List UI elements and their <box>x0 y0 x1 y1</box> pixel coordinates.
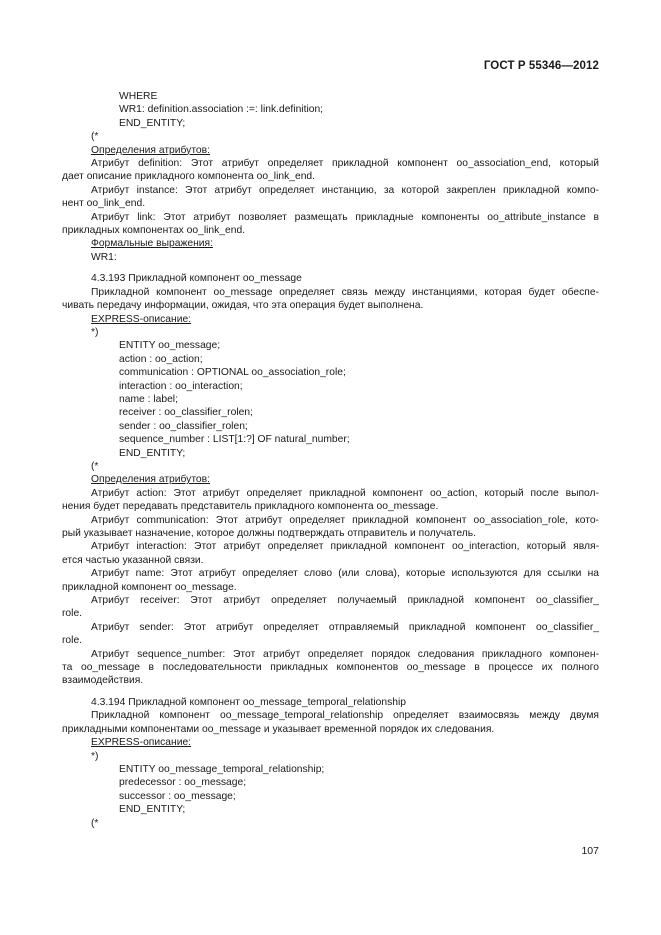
paragraph-line: role. <box>62 608 83 620</box>
paragraph-line: WR1: <box>91 251 117 263</box>
comment-open: (* <box>91 131 99 143</box>
section-title-4-3-194: 4.3.194 Прикладной компонент oo_message_temporal_relationship <box>91 696 407 708</box>
paragraph-line: Атрибут sender: Этот атрибут определяет отправляемый прикладной компонент oo_classifier_ <box>91 621 599 633</box>
definitions-heading: Определения атрибутов: <box>91 144 210 156</box>
code-line: END_ENTITY; <box>119 804 186 816</box>
express-heading: EXPRESS-описание: <box>91 313 192 325</box>
page-content <box>62 90 599 830</box>
section-title-4-3-193: 4.3.193 Прикладной компонент oo_message <box>91 273 302 285</box>
code-line: communication : OPTIONAL oo_association_role; <box>119 367 346 379</box>
paragraph-line: нент oo_link_end. <box>62 198 146 210</box>
paragraph-line: взаимодействия. <box>62 675 144 687</box>
definitions-heading: Определения атрибутов: <box>91 474 210 486</box>
code-line: WHERE <box>119 91 158 102</box>
paragraph-line: Атрибут link: Этот атрибут позволяет размещать прикладные компоненты oo_attribute_instance в <box>91 211 599 223</box>
paragraph-line: чивать передачу информации, ожидая, что эта операция будет выполнена. <box>62 300 424 312</box>
code-line: action : oo_action; <box>119 353 203 365</box>
comment-open: (* <box>91 817 99 829</box>
paragraph-line: рый указывает назначение, которое должны подтверждать отправитель и получатель. <box>62 528 476 539</box>
paragraph-line: Прикладной компонент oo_message определяет связь между инстанциями, которая будет обеспе- <box>91 286 599 298</box>
code-line: ENTITY oo_message; <box>119 340 221 352</box>
code-line: successor : oo_message; <box>119 790 236 802</box>
code-line: END_ENTITY; <box>119 447 186 459</box>
paragraph-line: нения будет передавать представитель прикладного компонента oo_message. <box>62 501 439 513</box>
paragraph-line: Атрибут sequence_number: Этот атрибут определяет порядок следования прикладного компонен- <box>91 648 599 660</box>
paragraph-line: та oo_message в последовательности прикладных компонентов oo_message в процессе их полного <box>62 662 599 674</box>
document-header: ГОСТ Р 55346—2012 <box>483 60 599 72</box>
comment-close: *) <box>91 750 99 762</box>
paragraph-line: Прикладной компонент oo_message_temporal_relationship определяет взаимосвязь между двумя <box>91 710 599 722</box>
code-line: name : label; <box>119 393 178 405</box>
paragraph-line: прикладными компонентами oo_message и указывает временной порядок их следования. <box>62 723 495 735</box>
code-line: interaction : oo_interaction; <box>119 380 243 392</box>
paragraph-line: Атрибут receiver: Этот атрибут определяет получаемый прикладной компонент oo_classifier_ <box>91 595 599 607</box>
paragraph-line: прикладной компонент oo_message. <box>62 581 237 593</box>
paragraph-line: дает описание прикладного компонента oo_link_end. <box>62 171 316 183</box>
page-number: 107 <box>581 845 599 857</box>
paragraph-line: role. <box>62 635 83 647</box>
code-line: receiver : oo_classifier_rolen; <box>119 407 253 419</box>
code-line: ENTITY oo_message_temporal_relationship; <box>119 763 325 775</box>
code-line: WR1: definition.association :=: link.definition; <box>119 104 324 116</box>
paragraph-line: Атрибут definition: Этот атрибут определяет прикладной компонент oo_association_end, который <box>91 158 599 170</box>
express-heading: EXPRESS-описание: <box>91 737 192 749</box>
formal-expressions-heading: Формальные выражения: <box>91 238 213 250</box>
paragraph-line: Атрибут communication: Этот атрибут определяет прикладной компонент oo_association_role, кото- <box>91 514 599 526</box>
comment-close: *) <box>91 326 99 338</box>
code-line: END_ENTITY; <box>119 117 186 129</box>
code-line: sender : oo_classifier_rolen; <box>119 420 248 432</box>
paragraph-line: ется частью указанной связи. <box>62 554 204 566</box>
paragraph-line: Атрибут name: Этот атрибут определяет слово (или слова), которые используются для ссылки на <box>91 568 599 580</box>
code-line: sequence_number : LIST[1:?] OF natural_number; <box>119 434 350 446</box>
paragraph-line: прикладных компонентах oo_link_end. <box>62 225 246 237</box>
paragraph-line: Атрибут interaction: Этот атрибут определяет прикладной компонент oo_interaction, который явля- <box>91 541 599 553</box>
comment-open: (* <box>91 460 99 472</box>
paragraph-line: Атрибут instance: Этот атрибут определяет инстанцию, за которой закреплен прикладной компо- <box>91 184 599 196</box>
paragraph-line: Атрибут action: Этот атрибут определяет прикладной компонент oo_action, который после выпол- <box>91 487 599 499</box>
code-line: predecessor : oo_message; <box>119 777 247 789</box>
